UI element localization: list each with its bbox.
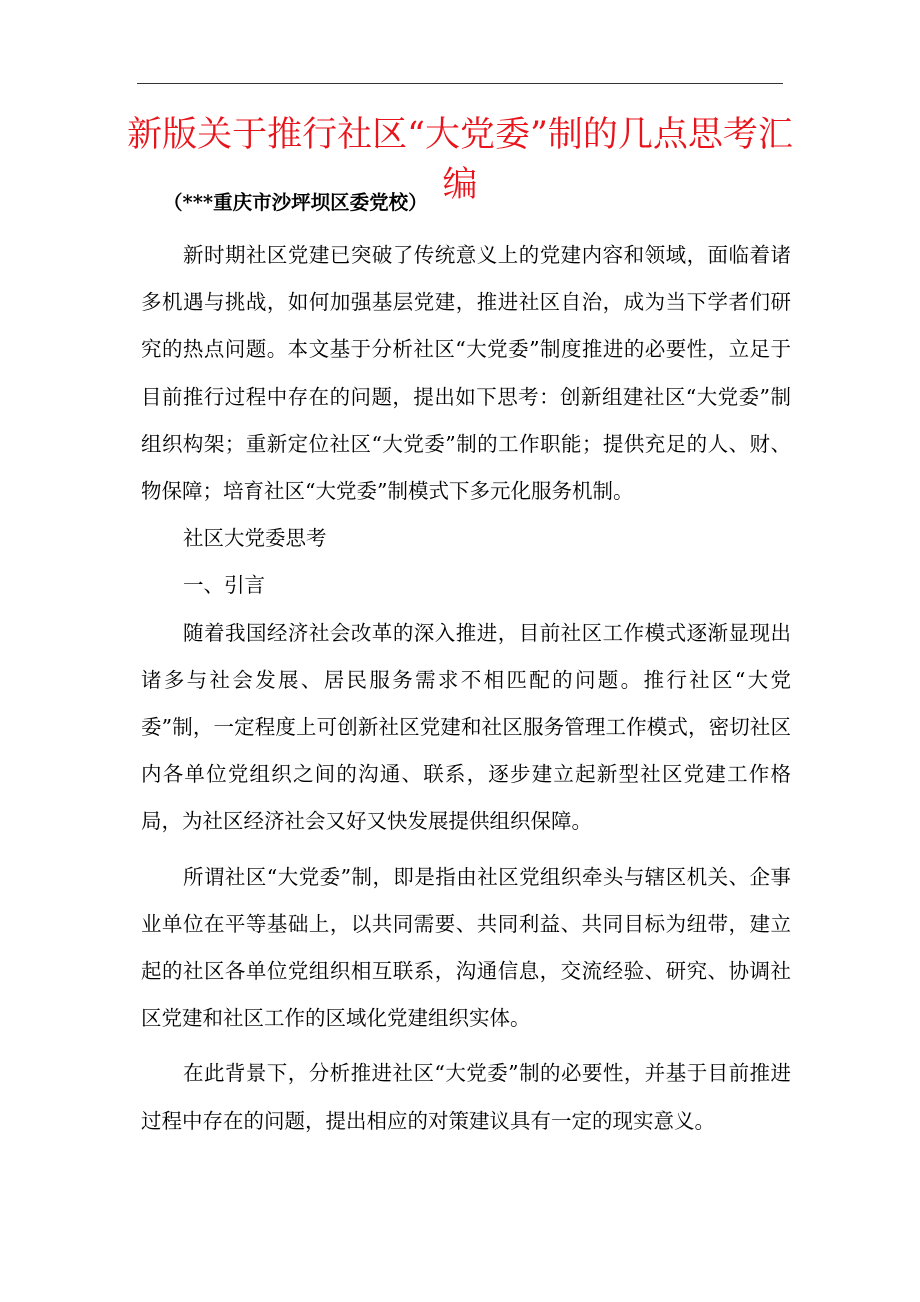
body-paragraph: 随着我国经济社会改革的深入推进，目前社区工作模式逐渐显现出诸多与社会发展、居民服务需求不相匹配的问题。推行社区“大党委”制，一定程度上可创新社区党建和社区服务管理工作模式，密切社区内各单位党组织之间的沟通、联系，逐步建立起新型社区党建工作格局，为社区经济社会又好又快发展提供组织保障。 [141,620,791,834]
body-paragraph: 所谓社区“大党委”制，即是指由社区党组织牵头与辖区机关、企事业单位在平等基础上，以共同需要、共同利益、共同目标为纽带，建立起的社区各单位党组织相互联系，沟通信息，交流经验、研究、协调社区党建和社区工作的区域化党建组织实体。 [141,864,791,1031]
document-title: 新版关于推行社区“大党委”制的几点思考汇编 [127,115,793,205]
document-body [141,190,791,1145]
header-rule [137,83,783,84]
body-paragraph: 在此背景下，分析推进社区“大党委”制的必要性，并基于目前推进过程中存在的问题，提出相应的对策建议具有一定的现实意义。 [141,1061,791,1133]
abstract-paragraph: 新时期社区党建已突破了传统意义上的党建内容和领域，面临着诸多机遇与挑战，如何加强基层党建，推进社区自治，成为当下学者们研究的热点问题。本文基于分析社区“大党委”制度推进的必要性，立足于目前推行过程中存在的问题，提出如下思考：创新组建社区“大党委”制组织构架；重新定位社区“大党委”制的工作职能；提供充足的人、财、物保障；培育社区“大党委”制模式下多元化服务机制。 [141,243,791,504]
keywords-line: 社区大党委思考 [183,526,327,551]
section-heading-introduction: 一、引言 [183,573,265,598]
author-line: （***重庆市沙坪坝区委党校） [163,191,428,214]
